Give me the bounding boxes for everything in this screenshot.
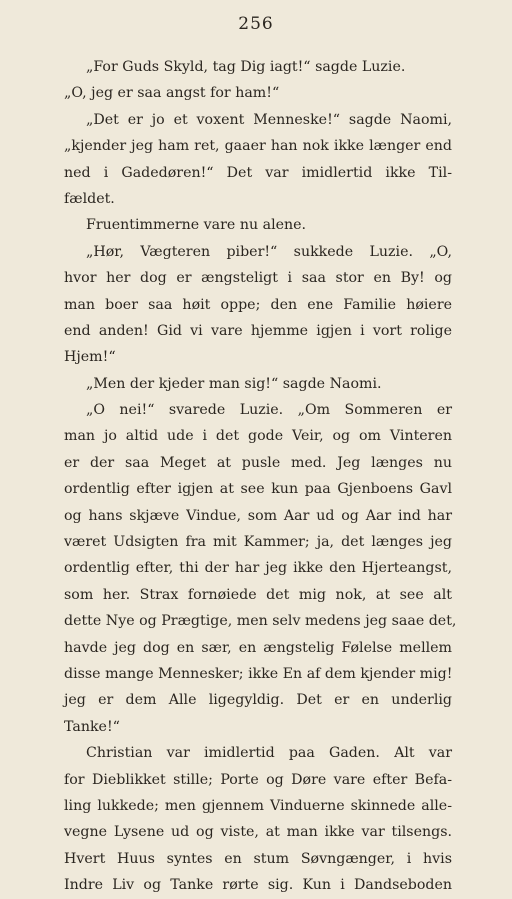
text-line: havde jeg dog en sær, en ængstelig Følelse mellem bbox=[64, 639, 452, 656]
text-line: ordentlig efter, thi der har jeg ikke den Hjerteangst, bbox=[64, 560, 452, 577]
text-line: Hvert Huus syntes en stum Søvngænger, i hvis bbox=[64, 850, 452, 867]
text-line: dette Nye og Prægtige, men selv medens jeg saae det, bbox=[64, 613, 457, 630]
text-line: ordentlig efter igjen at see kun paa Gjenboens Gavl bbox=[64, 481, 452, 498]
text-line: „kjender jeg ham ret, gaaer han nok ikke længer end bbox=[64, 138, 452, 155]
page-number: 256 bbox=[238, 14, 274, 34]
text-line: vegne Lysene ud og viste, at man ikke var tilsengs. bbox=[64, 824, 452, 841]
text-line: Fruentimmerne vare nu alene. bbox=[86, 217, 307, 234]
text-line: man jo altid ude i det gode Veir, og om Vinteren bbox=[64, 428, 452, 445]
text-line: fældet. bbox=[64, 190, 115, 207]
text-line: Indre Liv og Tanke rørte sig. Kun i Dandseboden bbox=[64, 877, 452, 894]
text-line: end anden! Gid vi vare hjemme igjen i vort rolige bbox=[64, 322, 452, 339]
text-line: ned i Gadedøren!“ Det var imidlertid ikke Til- bbox=[64, 164, 452, 181]
text-line: og hans skjæve Vindue, som Aar ud og Aar ind har bbox=[64, 507, 452, 524]
text-line: „Hør, Vægteren piber!“ sukkede Luzie. „O, bbox=[86, 243, 452, 260]
text-line: Tanke!“ bbox=[64, 718, 120, 735]
text-line: „O, jeg er saa angst for ham!“ bbox=[64, 85, 280, 102]
text-line: man boer saa høit oppe; den ene Familie høiere bbox=[64, 296, 452, 313]
text-line: Christian var imidlertid paa Gaden. Alt var bbox=[86, 745, 452, 762]
text-line: ling lukkede; men gjennem Vinduerne skinnede alle- bbox=[64, 797, 452, 814]
text-line: „O nei!“ svarede Luzie. „Om Sommeren er bbox=[86, 402, 452, 419]
text-line: som her. Strax fornøiede det mig nok, at see alt bbox=[64, 586, 452, 603]
text-line: Hjem!“ bbox=[64, 349, 116, 366]
text-line: jeg er dem Alle ligegyldig. Det er en underlig bbox=[64, 692, 452, 709]
text-body bbox=[64, 54, 457, 899]
text-line: for Dieblikket stille; Porte og Døre vare efter Befa- bbox=[64, 771, 452, 788]
text-line: „For Guds Skyld, tag Dig iagt!“ sagde Luzie. bbox=[86, 59, 406, 75]
text-line: „Men der kjeder man sig!“ sagde Naomi. bbox=[86, 375, 382, 392]
text-line: disse mange Mennesker; ikke En af dem kjender mig! bbox=[64, 665, 453, 682]
text-line: er der saa Meget at pusle med. Jeg længes nu bbox=[64, 454, 452, 471]
text-line: hvor her dog er ængsteligt i saa stor en By! og bbox=[64, 270, 452, 287]
text-line: „Det er jo et voxent Menneske!“ sagde Naomi, bbox=[86, 111, 452, 128]
text-line: været Udsigten fra mit Kammer; ja, det længes jeg bbox=[64, 534, 452, 551]
